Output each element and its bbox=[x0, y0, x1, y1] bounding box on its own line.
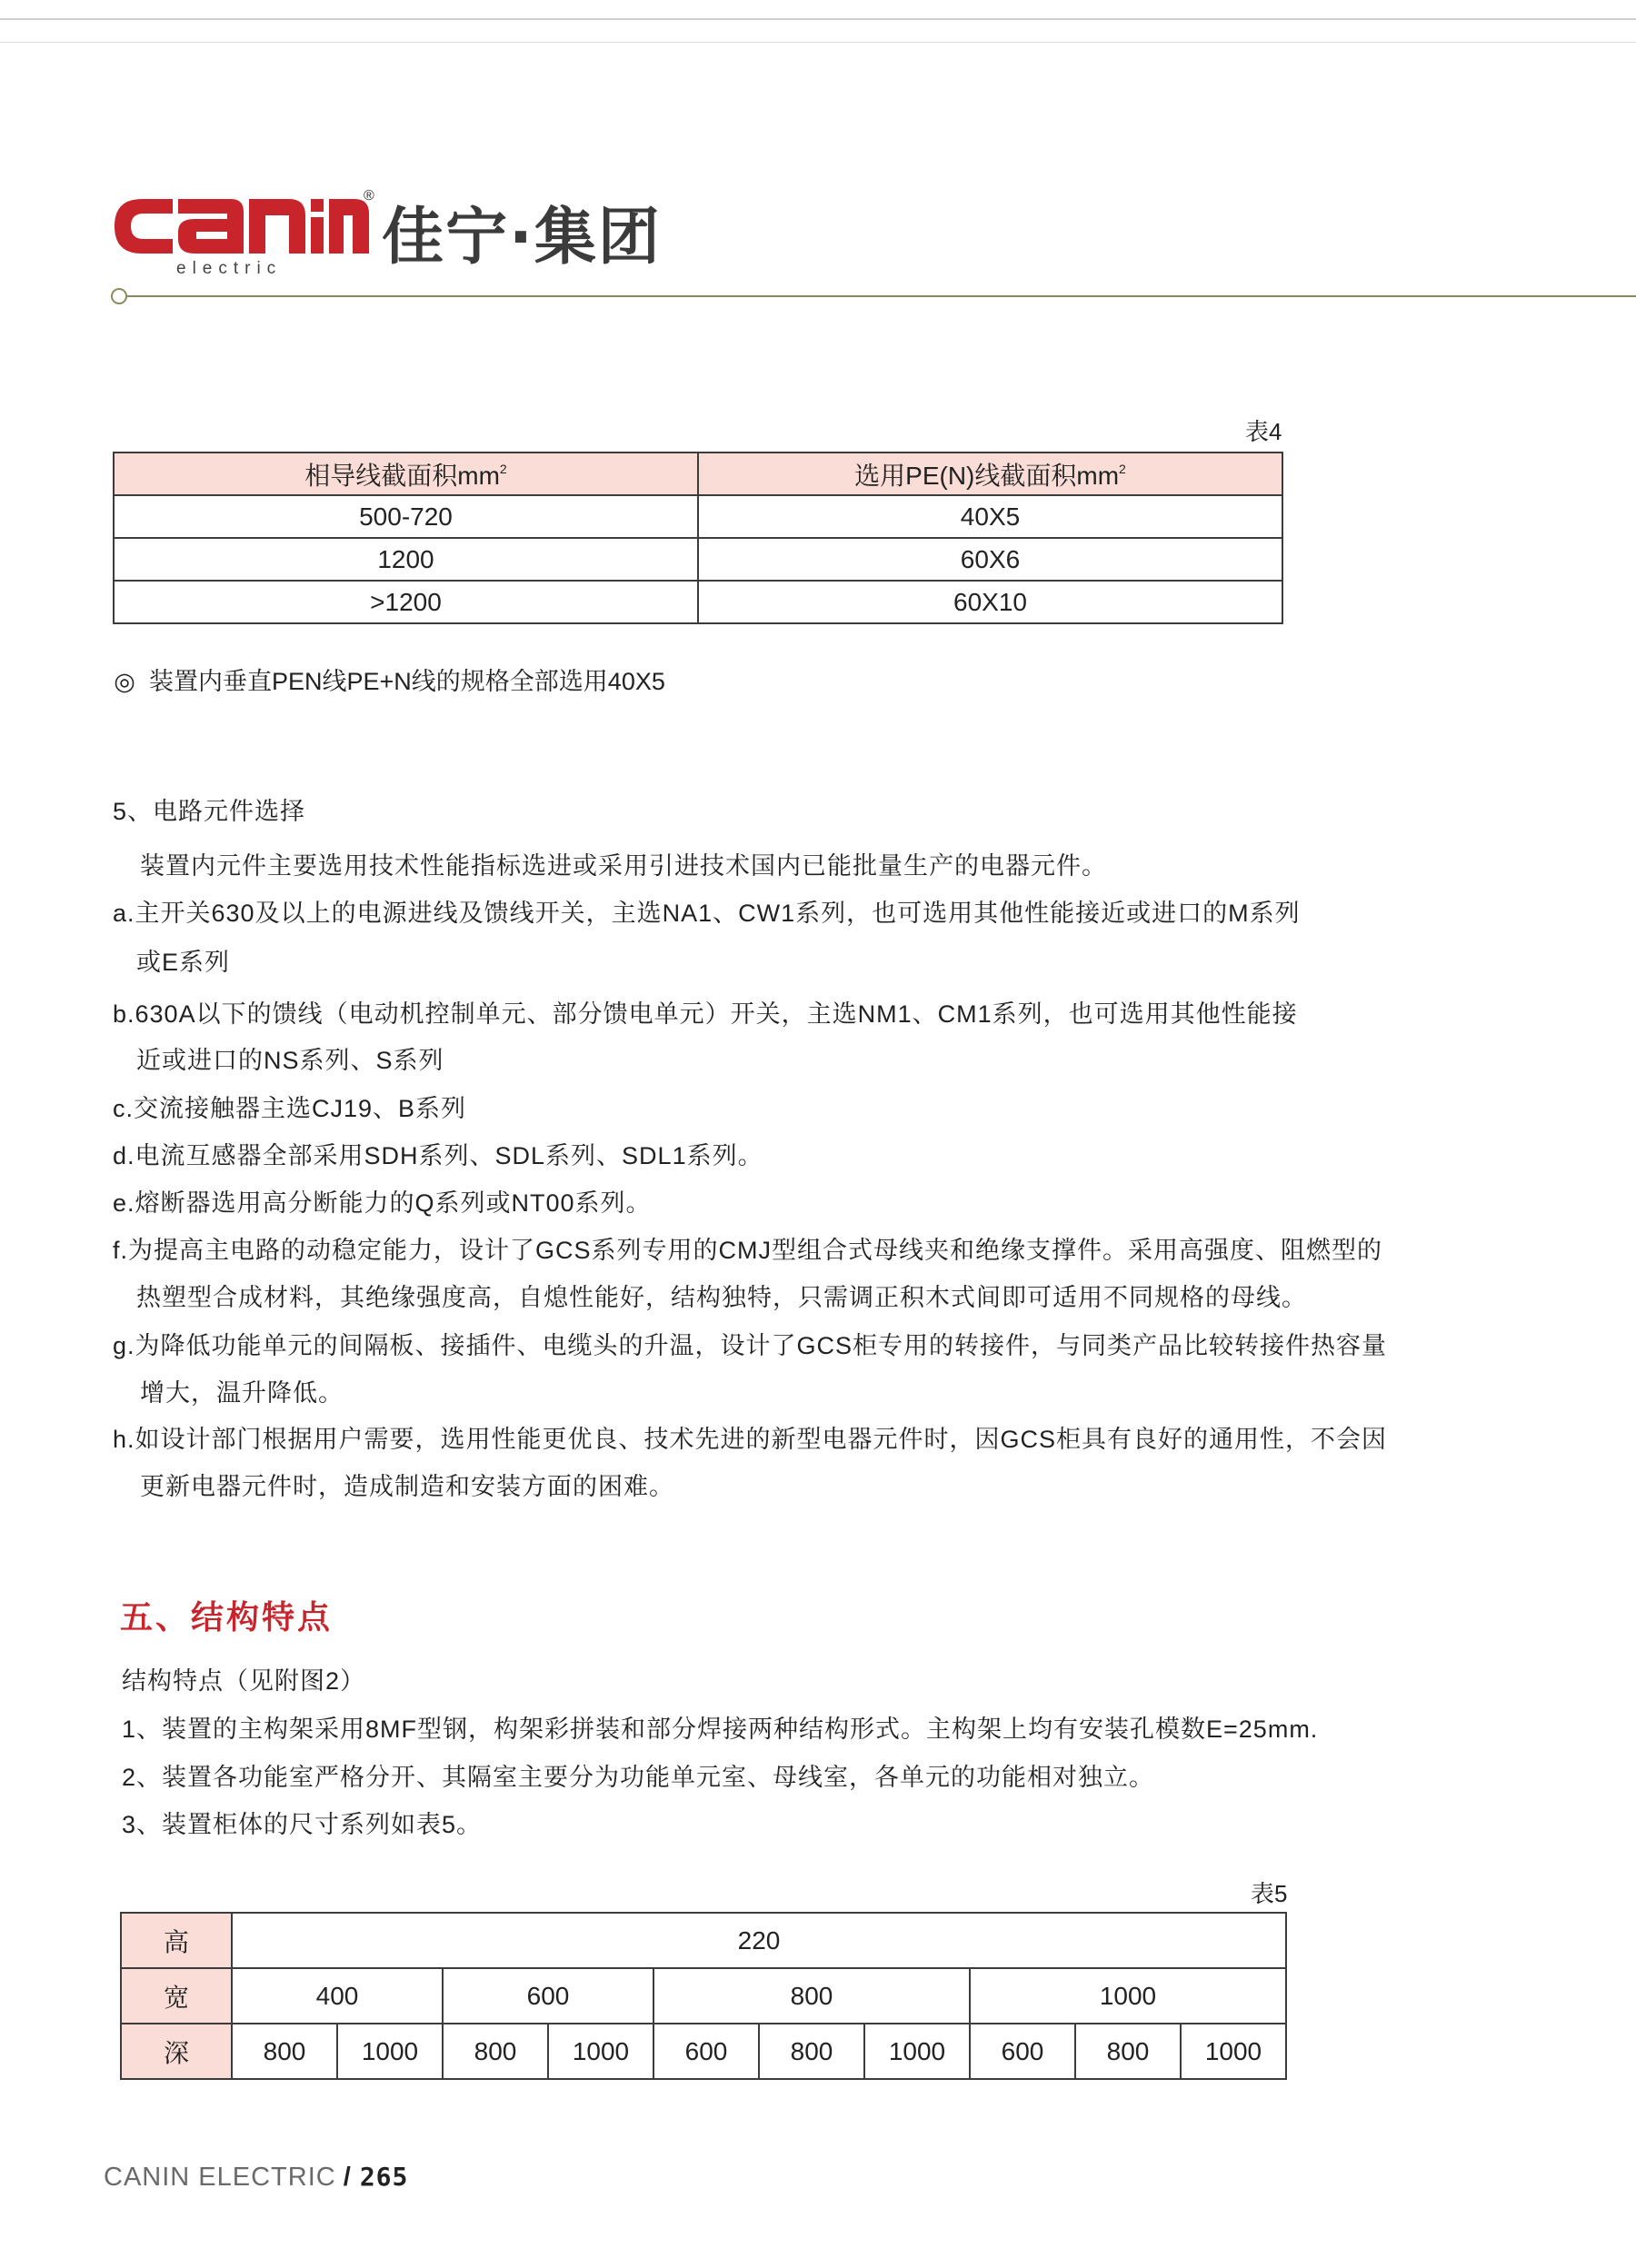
table4-header-cell: 选用PE(N)线截面积$mm^2$ bbox=[698, 453, 1282, 495]
chapter-title: 五、结构特点 bbox=[120, 1598, 334, 1636]
table5-row-label: 高 bbox=[121, 1913, 232, 1968]
page-footer bbox=[104, 2162, 408, 2193]
table4-cell: 60X10 bbox=[698, 581, 1282, 623]
list-item: b.630A以下的馈线（电动机控制单元、部分馈电单元）开关，主选NM1、CM1系列，也可选用其他性能接 bbox=[113, 1000, 1298, 1028]
table4-cell: >1200 bbox=[114, 581, 698, 623]
table5 bbox=[120, 1912, 1287, 2080]
note-text: 装置内垂直PEN线PE+N线的规格全部选用40X5 bbox=[149, 668, 665, 695]
table-row bbox=[114, 538, 1282, 581]
list-item: 1、装置的主构架采用8MF型钢，构架彩拼装和部分焊接两种结构形式。主构架上均有安装孔模数E=25mm. bbox=[122, 1716, 1319, 1743]
table5-cell: 600 bbox=[653, 2024, 759, 2079]
table-row bbox=[121, 1913, 1286, 1968]
table4-header-row bbox=[114, 453, 1282, 495]
list-item: 2、装置各功能室严格分开、其隔室主要分为功能单元室、母线室，各单元的功能相对独立。 bbox=[122, 1764, 1155, 1791]
table4-header-cell: 相导线截面积$mm^2$ bbox=[114, 453, 698, 495]
list-item: g.为降低功能单元的间隔板、接插件、电缆头的升温，设计了GCS柜专用的转接件，与同类产品比较转接件热容量 bbox=[113, 1332, 1388, 1359]
table4-caption: 表4 bbox=[1245, 418, 1282, 445]
table5-cell: 600 bbox=[970, 2024, 1075, 2079]
table5-cell: 800 bbox=[443, 2024, 548, 2079]
table5-cell: 600 bbox=[443, 1968, 653, 2024]
logo-subtitle: electric bbox=[176, 259, 283, 278]
list-item-cont: 更新电器元件时，造成制造和安装方面的困难。 bbox=[140, 1473, 674, 1500]
top-rule bbox=[0, 18, 1636, 20]
table5-cell: 1000 bbox=[970, 1968, 1286, 2024]
table4-cell: 60X6 bbox=[698, 538, 1282, 581]
section-heading: 5、电路元件选择 bbox=[113, 798, 306, 825]
table5-cell: 800 bbox=[1075, 2024, 1181, 2079]
canin-logo-mark bbox=[111, 195, 371, 257]
header-rule bbox=[125, 295, 1636, 297]
table5-cell: 800 bbox=[653, 1968, 970, 2024]
table4 bbox=[113, 452, 1283, 624]
table5-cell: 1000 bbox=[337, 2024, 443, 2079]
registered-mark: ® bbox=[364, 188, 374, 204]
list-item-cont: 近或进口的NS系列、S系列 bbox=[136, 1047, 444, 1074]
chapter-subtitle: 结构特点（见附图2） bbox=[122, 1667, 366, 1695]
list-item: 3、装置柜体的尺寸系列如表5。 bbox=[122, 1811, 483, 1838]
list-item-cont: 增大，温升降低。 bbox=[140, 1379, 344, 1407]
table-row bbox=[121, 2024, 1286, 2079]
table5-cell: 400 bbox=[232, 1968, 443, 2024]
footer-company: CANIN ELECTRIC bbox=[104, 2163, 336, 2192]
list-item: d.电流互感器全部采用SDH系列、SDL系列、SDL1系列。 bbox=[113, 1142, 763, 1169]
top-rule-thin bbox=[0, 42, 1636, 43]
table-row bbox=[114, 581, 1282, 623]
list-item: e.熔断器选用高分断能力的Q系列或NT00系列。 bbox=[113, 1189, 652, 1217]
table5-cell: 1000 bbox=[864, 2024, 970, 2079]
table5-row-label: 深 bbox=[121, 2024, 232, 2079]
company-logo bbox=[111, 186, 711, 286]
table5-cell: 800 bbox=[232, 2024, 337, 2079]
table-row bbox=[114, 495, 1282, 538]
table5-row-label: 宽 bbox=[121, 1968, 232, 2024]
table5-cell: 1000 bbox=[548, 2024, 653, 2079]
note-line bbox=[113, 662, 665, 697]
table5-cell: 1000 bbox=[1181, 2024, 1286, 2079]
logo-chinese-name: 佳宁·集团 bbox=[382, 202, 662, 274]
table-row bbox=[121, 1968, 1286, 2024]
page-number: 265 bbox=[359, 2162, 409, 2192]
list-item-cont: 或E系列 bbox=[136, 949, 231, 976]
table5-cell: 800 bbox=[759, 2024, 864, 2079]
table5-cell: 220 bbox=[232, 1913, 1286, 1968]
list-item: a.主开关630及以上的电源进线及馈线开关，主选NA1、CW1系列，也可选用其他性能接近或进口的M系列 bbox=[113, 900, 1301, 927]
footer-slash: / bbox=[343, 2163, 352, 2192]
table4-cell: 40X5 bbox=[698, 495, 1282, 538]
list-item: h.如设计部门根据用户需要，选用性能更优良、技术先进的新型电器元件时，因GCS柜具有良好的通用性，不会因 bbox=[113, 1426, 1388, 1453]
table4-cell: 1200 bbox=[114, 538, 698, 581]
list-item-cont: 热塑型合成材料，其绝缘强度高，自熄性能好，结构独特，只需调正积木式间即可适用不同规格的母线。 bbox=[136, 1284, 1307, 1311]
table4-cell: 500-720 bbox=[114, 495, 698, 538]
table5-caption: 表5 bbox=[1251, 1880, 1288, 1907]
list-item: c.交流接触器主选CJ19、B系列 bbox=[113, 1095, 467, 1122]
double-circle-icon: ◎ bbox=[114, 668, 135, 695]
list-item: f.为提高主电路的动稳定能力，设计了GCS系列专用的CMJ型组合式母线夹和绝缘支撑件。采用高强度、阻燃型的 bbox=[113, 1237, 1382, 1264]
section-intro: 装置内元件主要选用技术性能指标选进或采用引进技术国内已能批量生产的电器元件。 bbox=[140, 852, 1107, 880]
